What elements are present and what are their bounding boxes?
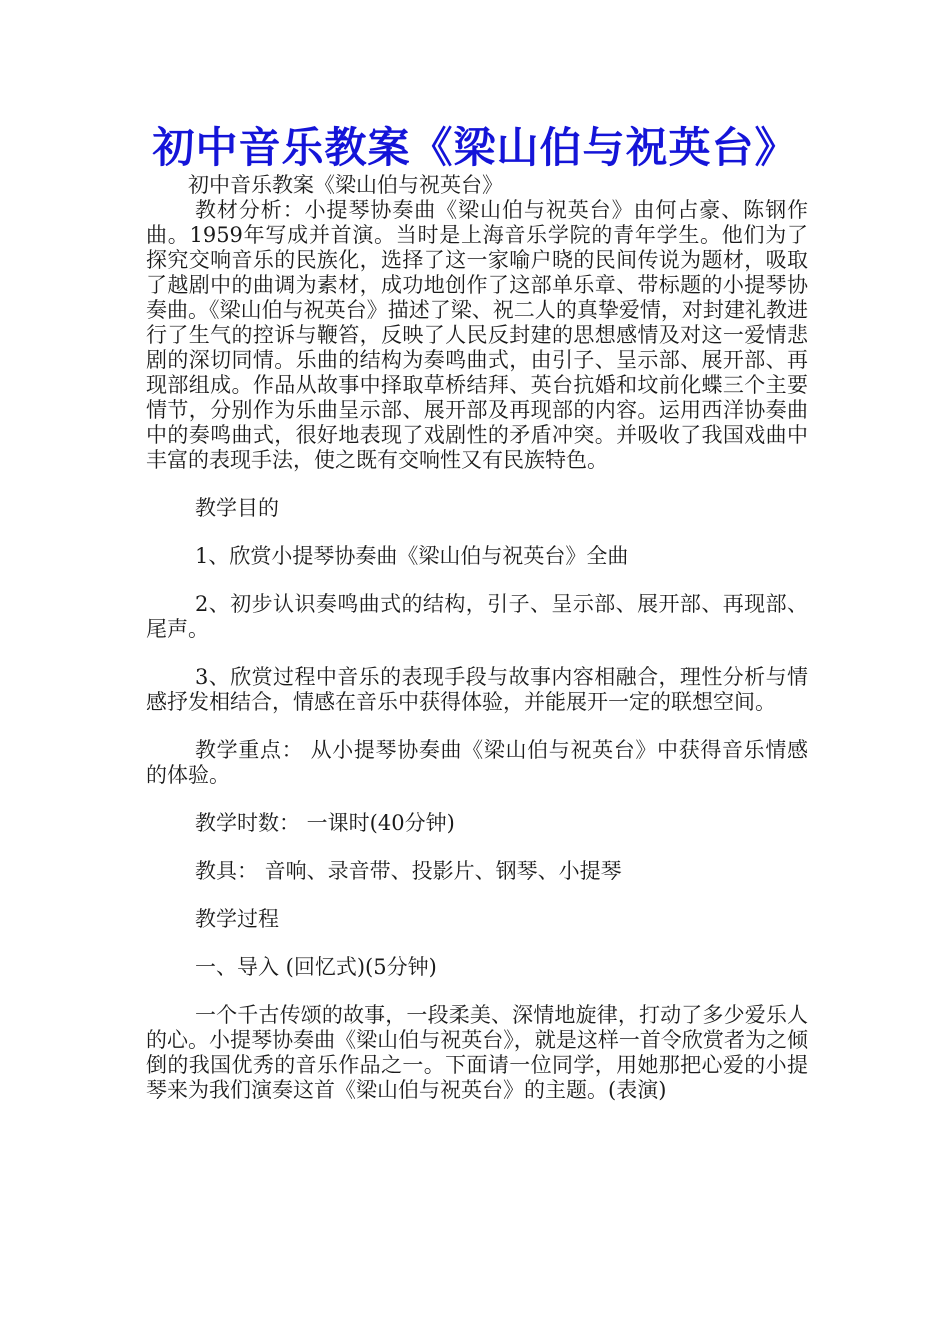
paragraph-goal-2: 2、初步认识奏鸣曲式的结构，引子、呈示部、展开部、再现部、尾声。: [146, 592, 808, 641]
paragraph-goal-1: 1、欣赏小提琴协奏曲《梁山伯与祝英台》全曲: [195, 544, 629, 568]
paragraph-introduction-text: 一个千古传颂的故事，一段柔美、深情地旋律，打动了多少爱乐人的心。小提琴协奏曲《梁山伯与祝英台》，就是这样一首令欣赏者为之倾倒的我国优秀的音乐作品之一。下面请一位同学，用她那把心爱的小提琴来为我们演奏这首《梁山伯与祝英台》的主题。(表演): [146, 1003, 808, 1102]
paragraph-teaching-aids: 教具： 音响、录音带、投影片、钢琴、小提琴: [195, 859, 622, 883]
paragraph-material-analysis: 教材分析：小提琴协奏曲《梁山伯与祝英台》由何占豪、陈钢作曲。1959年写成并首演。当时是上海音乐学院的青年学生。他们为了探究交响音乐的民族化，选择了这一家喻户晓的民间传说为题材，吸取了越剧中的曲调为素材，成功地创作了这部单乐章、带标题的小提琴协奏曲。《梁山伯与祝英台》描述了梁、祝二人的真挚爱情，对封建礼教进行了生气的控诉与鞭笞，反映了人民反封建的思想感情及对这一爱情悲剧的深切同情。乐曲的结构为奏鸣曲式，由引子、呈示部、展开部、再现部组成。作品从故事中择取草桥结拜、英台抗婚和坟前化蝶三个主要情节，分别作为乐曲呈示部、展开部及再现部的内容。运用西洋协奏曲中的奏鸣曲式，很好地表现了戏剧性的矛盾冲突。并吸收了我国戏曲中丰富的表现手法，使之既有交响性又有民族特色。: [146, 198, 808, 472]
paragraph-class-hours: 教学时数： 一课时(40分钟): [195, 811, 455, 835]
paragraph-teaching-goals-heading: 教学目的: [195, 496, 279, 520]
paragraph-introduction-heading: 一、导入 (回忆式)(5分钟): [195, 955, 437, 979]
document-subtitle: 初中音乐教案《梁山伯与祝英台》: [188, 173, 503, 197]
paragraph-key-points: 教学重点： 从小提琴协奏曲《梁山伯与祝英台》中获得音乐情感的体验。: [146, 738, 808, 787]
paragraph-goal-3: 3、欣赏过程中音乐的表现手段与故事内容相融合，理性分析与情感抒发相结合，情感在音乐中获得体验，并能展开一定的联想空间。: [146, 665, 808, 714]
paragraph-teaching-process-heading: 教学过程: [195, 907, 279, 931]
document-title: 初中音乐教案《梁山伯与祝英台》: [152, 123, 798, 172]
document-body: [146, 173, 808, 1103]
